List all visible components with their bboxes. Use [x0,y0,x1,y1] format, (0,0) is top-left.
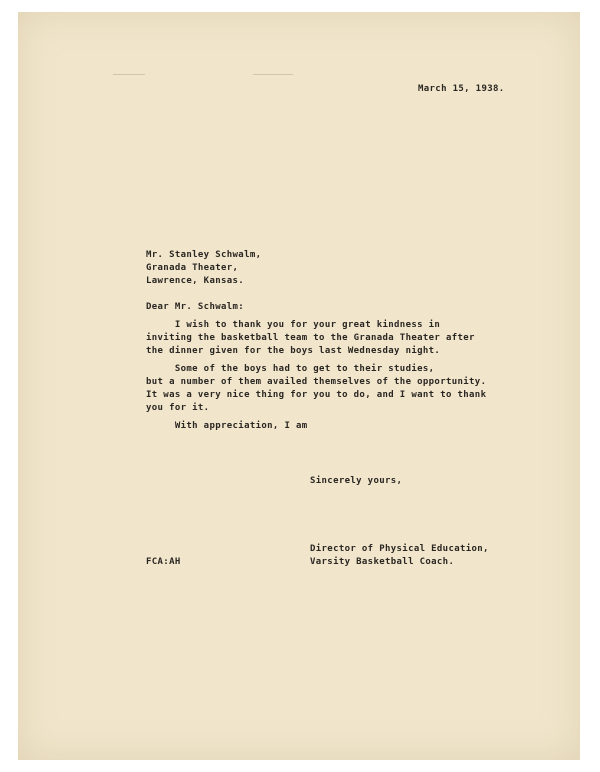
paragraph-line: but a number of them availed themselves of the opportunity. [146,377,487,387]
paragraph-line: you for it. [146,403,210,413]
letter-date: March 15, 1938. [418,84,505,94]
paragraph-line: inviting the basketball team to the Granada Theater after [146,333,475,343]
paper-mark [253,74,293,75]
recipient-line: Mr. Stanley Schwalm, [146,250,262,260]
paragraph-line: I wish to thank you for your great kindness in [146,320,441,330]
closing: Sincerely yours, [310,476,403,486]
paragraph-line: It was a very nice thing for you to do, and I want to thank [146,390,487,400]
letter-page [18,12,580,760]
paper-mark [113,74,145,75]
signature-title: Varsity Basketball Coach. [310,557,455,567]
signature-title: Director of Physical Education, [310,544,489,554]
paragraph-line: Some of the boys had to get to their studies, [146,364,435,374]
salutation: Dear Mr. Schwalm: [146,302,245,312]
recipient-line: Granada Theater, [146,263,239,273]
recipient-line: Lawrence, Kansas. [146,276,245,286]
paragraph-line: the dinner given for the boys last Wednesday night. [146,346,441,356]
typist-initials: FCA:AH [146,557,181,567]
paragraph-3: With appreciation, I am [146,421,308,431]
